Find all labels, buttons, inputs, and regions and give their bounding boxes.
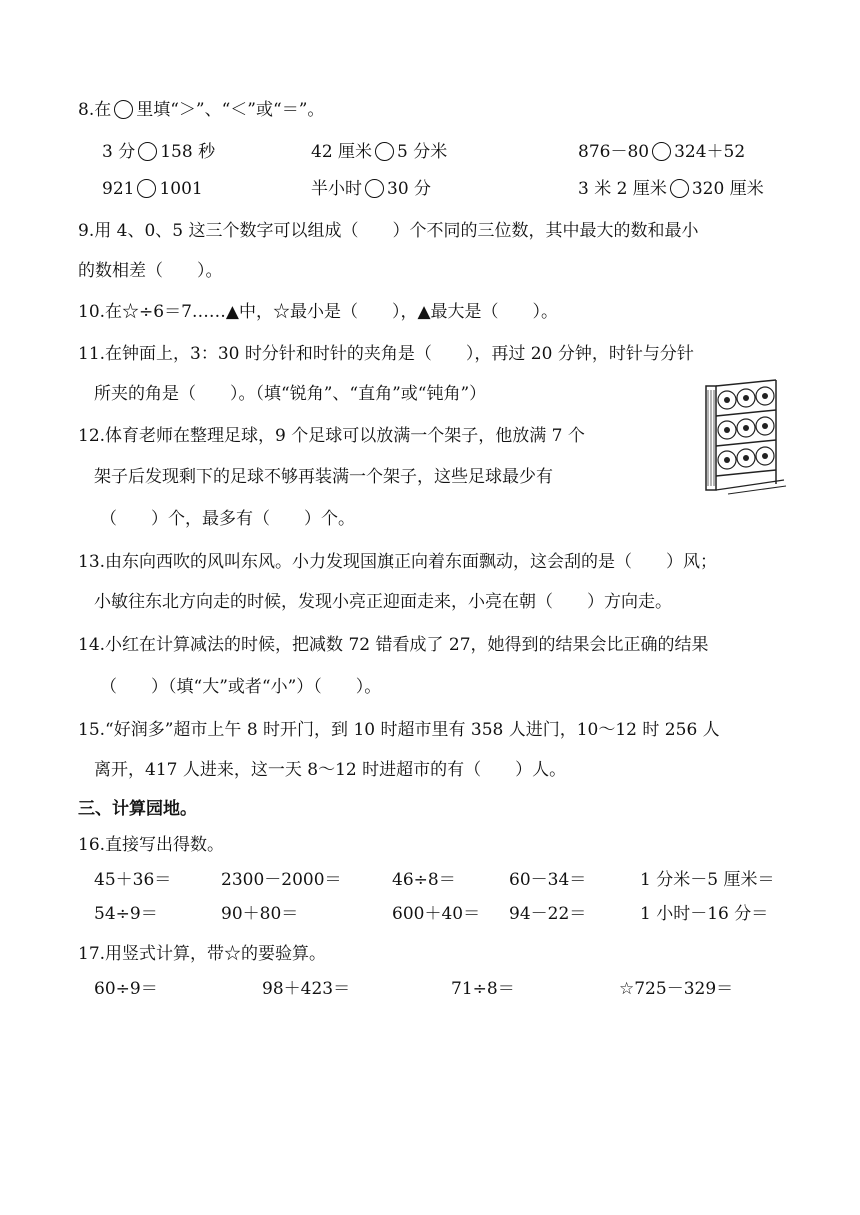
q14-line-2: （ ）（填“大”或者“小”）（ ）。 [100, 677, 382, 697]
q16-expr: 90＋80＝ [221, 904, 299, 924]
q16-expr: 1 分米－5 厘米＝ [640, 870, 775, 890]
q12-line-2: 架子后发现剩下的足球不够再装满一个架子，这些足球最少有 [94, 467, 553, 487]
q8-item-4 [102, 177, 203, 201]
q9-line-1: 9.用 4、0、5 这三个数字可以组成（ ）个不同的三位数，其中最大的数和最小 [78, 221, 699, 241]
q8-item-3 [578, 140, 745, 164]
q16-expr: 45＋36＝ [94, 870, 172, 890]
q14-line-1: 14.小红在计算减法的时候，把减数 72 错看成了 27，她得到的结果会比正确的结果 [78, 635, 709, 655]
q16-expr: 46÷8＝ [392, 870, 456, 890]
q8-left: 921 [102, 179, 135, 199]
q16-expr: 1 小时－16 分＝ [640, 904, 769, 924]
q17-expr: ☆725－329＝ [619, 979, 734, 999]
section-title: 三、计算园地。 [78, 799, 197, 819]
q8-right: 30 分 [387, 179, 432, 199]
q8-right: 320 厘米 [691, 179, 764, 199]
football-rack-icon [698, 376, 788, 496]
q16-expr: 94－22＝ [509, 904, 587, 924]
compare-circle-icon[interactable] [670, 179, 689, 198]
q8-right: 324＋52 [674, 142, 746, 162]
q8-right: 1001 [159, 179, 203, 199]
q9-line-2: 的数相差（ ）。 [78, 261, 223, 281]
q17-expr: 71÷8＝ [451, 979, 515, 999]
q13-line-2: 小敏往东北方向走的时候，发现小亮正迎面走来，小亮在朝（ ）方向走。 [94, 592, 672, 612]
q17-expr: 60÷9＝ [94, 979, 158, 999]
q12-line-1: 12.体育老师在整理足球，9 个足球可以放满一个架子，他放满 7 个 [78, 426, 585, 446]
q8-stem-prefix: 8.在 [78, 100, 112, 120]
q16-stem: 16.直接写出得数。 [78, 835, 225, 855]
q8-left: 876－80 [578, 142, 650, 162]
q8-item-2 [311, 140, 447, 164]
q17-expr: 98＋423＝ [262, 979, 351, 999]
q8-left: 3 米 2 厘米 [578, 179, 667, 199]
q8-right: 158 秒 [160, 142, 216, 162]
compare-circle-icon[interactable] [652, 142, 671, 161]
q13-line-1: 13.由东向西吹的风叫东风。小力发现国旗正向着东面飘动，这会刮的是（ ）风； [78, 552, 718, 572]
q16-expr: 60－34＝ [509, 870, 587, 890]
q8-left: 3 分 [102, 142, 136, 162]
compare-circle-icon[interactable] [137, 179, 156, 198]
q15-line-2: 离开，417 人进来，这一天 8～12 时进超市的有（ ）人。 [94, 760, 567, 780]
compare-circle-icon[interactable] [365, 179, 384, 198]
q15-line-1: 15.“好润多”超市上午 8 时开门，到 10 时超市里有 358 人进门，10～12 时 256 人 [78, 720, 720, 740]
q8-right: 5 分米 [397, 142, 448, 162]
q8-stem [78, 98, 324, 122]
q8-left: 42 厘米 [311, 142, 373, 162]
q8-stem-rest: 里填“＞”、“＜”或“＝”。 [136, 100, 325, 120]
q11-line-2: 所夹的角是（ ）。（填“锐角”、“直角”或“钝角”） [94, 384, 487, 404]
q16-expr: 2300－2000＝ [221, 870, 342, 890]
q8-item-1 [102, 140, 215, 164]
q8-item-6 [578, 177, 764, 201]
q10-line-1: 10.在☆÷6＝7……▲中，☆最小是（ ），▲最大是（ ）。 [78, 302, 559, 322]
compare-circle-icon[interactable] [375, 142, 394, 161]
q8-left: 半小时 [311, 179, 362, 199]
compare-circle-icon[interactable] [138, 142, 157, 161]
q12-line-3: （ ）个，最多有（ ）个。 [100, 509, 355, 529]
q11-line-1: 11.在钟面上，3：30 时分针和时针的夹角是（ ），再过 20 分钟，时针与分针 [78, 344, 694, 364]
q8-item-5 [311, 177, 431, 201]
q16-expr: 54÷9＝ [94, 904, 158, 924]
q17-stem: 17.用竖式计算，带☆的要验算。 [78, 944, 327, 964]
q16-expr: 600＋40＝ [392, 904, 481, 924]
compare-circle-icon [114, 100, 133, 119]
